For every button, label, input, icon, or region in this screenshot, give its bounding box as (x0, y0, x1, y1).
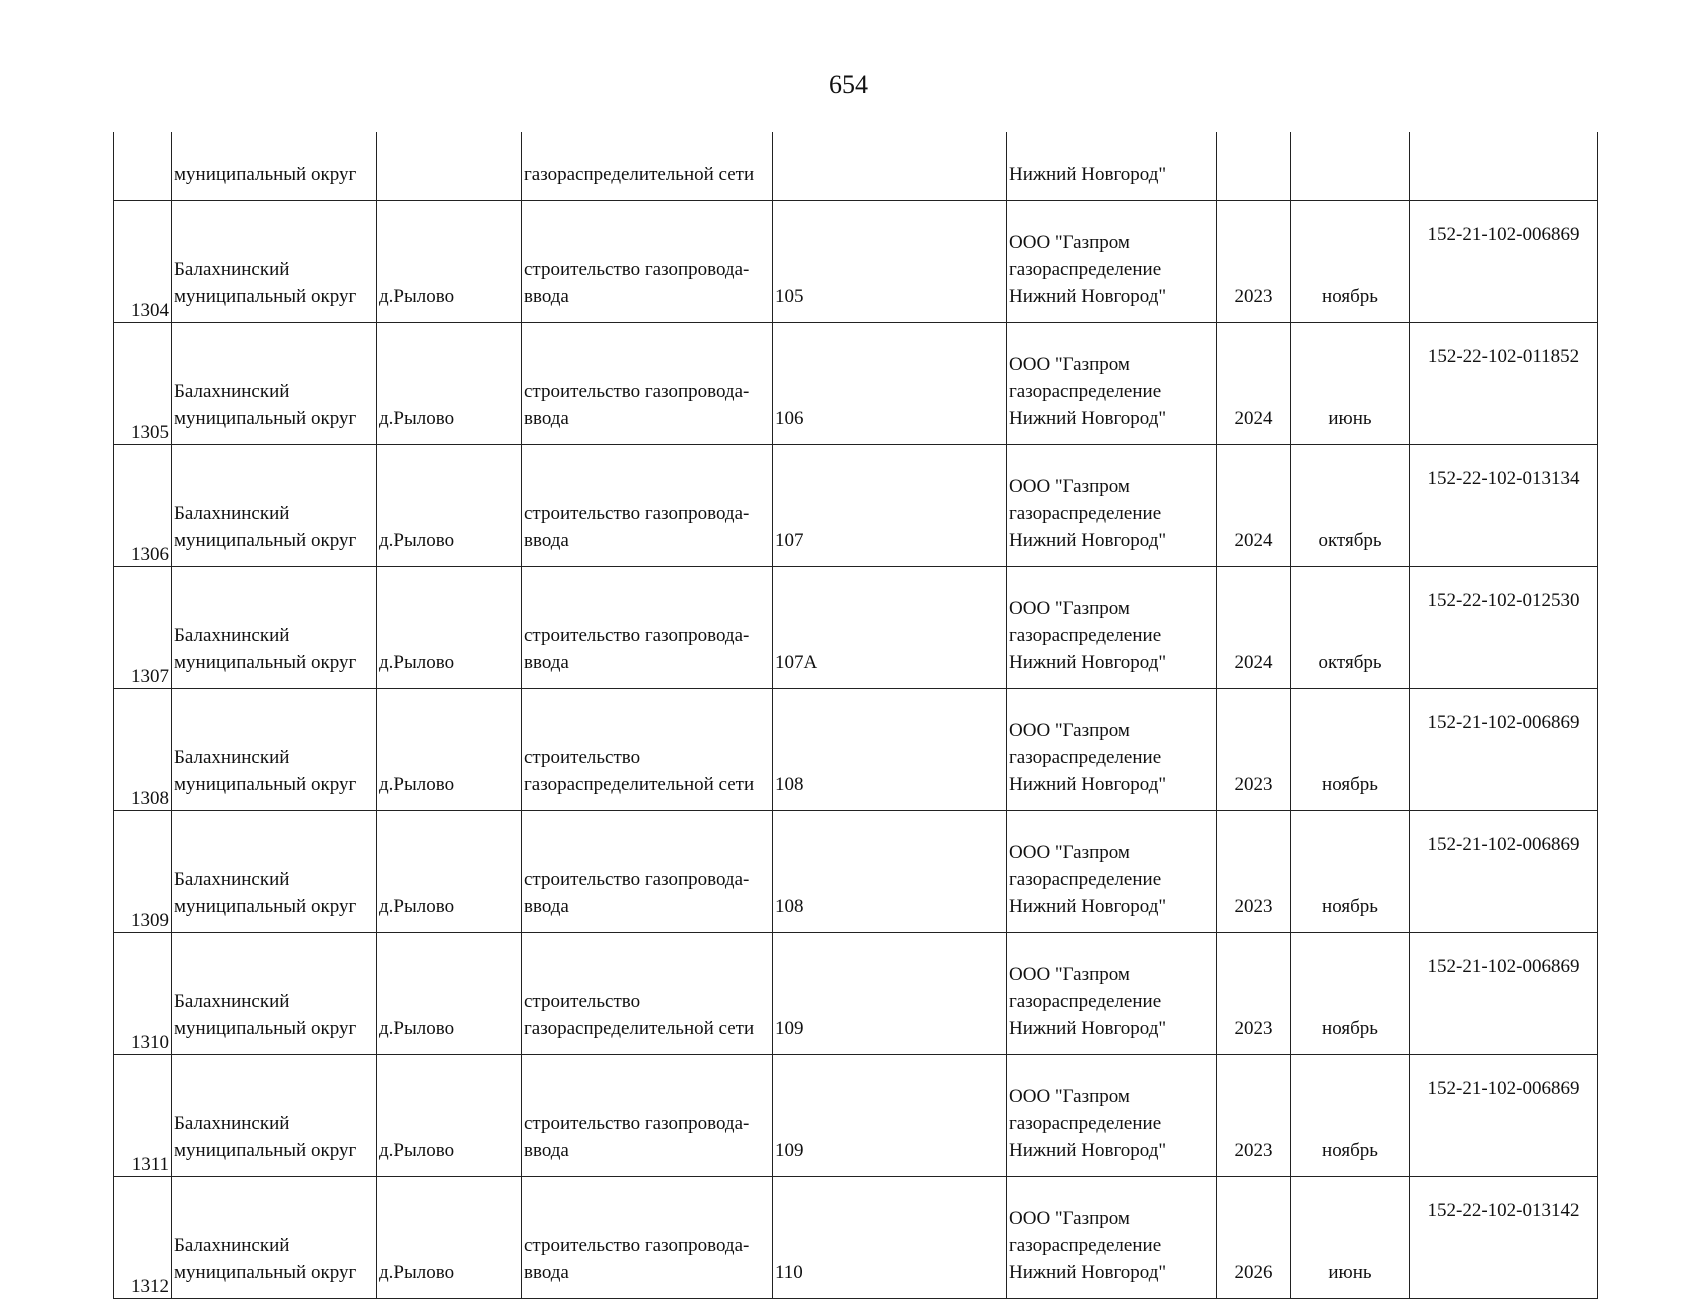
cell-year (1217, 132, 1291, 201)
cell-operator (1007, 201, 1217, 323)
cell-locality-text: д.Рылово (379, 1018, 455, 1039)
cell-operator-text: ООО "Газпром газораспределение Нижний Новгород" (1009, 232, 1167, 307)
cell-num-text: 1310 (131, 1032, 169, 1053)
cell-code-text: 152-21-102-006869 (1427, 1078, 1580, 1099)
cell-year-text: 2023 (1234, 286, 1273, 307)
page-number: 654 (829, 70, 868, 99)
cell-month (1291, 567, 1410, 689)
cell-district-text: Балахнинский муниципальный округ (174, 1235, 357, 1283)
cell-num-text: 1311 (131, 1154, 169, 1175)
cell-operator-text: ООО "Газпром газораспределение Нижний Новгород" (1009, 354, 1167, 429)
cell-code-text: 152-22-102-013134 (1427, 468, 1580, 489)
cell-operator: Нижний Новгород" (1007, 132, 1217, 201)
cell-locality (377, 933, 522, 1055)
cell-house (773, 1177, 1007, 1299)
cell-month-text: ноябрь (1322, 1140, 1378, 1161)
cell-code (1410, 132, 1598, 201)
cell-year (1217, 445, 1291, 567)
table-row (114, 933, 1598, 1055)
cell-num-text: 1308 (131, 788, 169, 809)
cell-district-text: Балахнинский муниципальный округ (174, 503, 357, 551)
cell-district-text: Балахнинский муниципальный округ (174, 747, 357, 795)
cell-year-text: 2026 (1234, 1262, 1273, 1283)
cell-num (114, 933, 172, 1055)
cell-work-text: строительство газопровода- ввода (524, 503, 750, 551)
cell-year-text: 2023 (1234, 1140, 1273, 1161)
cell-num (114, 689, 172, 811)
cell-code (1410, 933, 1598, 1055)
table-row (114, 689, 1598, 811)
cell-house (773, 201, 1007, 323)
cell-num-text: 1305 (131, 422, 169, 443)
cell-district (172, 445, 377, 567)
cell-work (522, 1177, 773, 1299)
cell-month (1291, 811, 1410, 933)
cell-code-text: 152-22-102-012530 (1427, 590, 1580, 611)
cell-district-text: Балахнинский муниципальный округ (174, 259, 357, 307)
cell-house-text: 110 (775, 1262, 803, 1283)
cell-month-text: ноябрь (1322, 1018, 1378, 1039)
cell-year-text: 2023 (1234, 774, 1273, 795)
cell-operator-text: ООО "Газпром газораспределение Нижний Новгород" (1009, 964, 1167, 1039)
cell-district (172, 811, 377, 933)
cell-locality-text: д.Рылово (379, 286, 455, 307)
cell-month-text: июнь (1328, 1262, 1372, 1283)
cell-district-text: Балахнинский муниципальный округ (174, 991, 357, 1039)
cell-work-text: строительство газопровода- ввода (524, 381, 750, 429)
cell-code-text: 152-21-102-006869 (1427, 956, 1580, 977)
cell-month-text: октябрь (1318, 530, 1382, 551)
cell-house (773, 811, 1007, 933)
cell-num (114, 323, 172, 445)
cell-operator (1007, 933, 1217, 1055)
cell-month (1291, 933, 1410, 1055)
cell-month (1291, 445, 1410, 567)
cell-code-text: 152-21-102-006869 (1427, 224, 1580, 245)
cell-locality-text: д.Рылово (379, 1262, 455, 1283)
cell-num-text: 1306 (131, 544, 169, 565)
cell-house-text: 108 (775, 774, 804, 795)
cell-house-text: 107А (775, 652, 818, 673)
cell-operator (1007, 323, 1217, 445)
cell-locality-text: д.Рылово (379, 408, 455, 429)
cell-num-text: 1309 (131, 910, 169, 931)
cell-operator (1007, 811, 1217, 933)
cell-work (522, 689, 773, 811)
cell-year-text: 2024 (1234, 652, 1273, 673)
cell-district (172, 323, 377, 445)
cell-year (1217, 567, 1291, 689)
cell-house-text: 109 (775, 1018, 804, 1039)
cell-house (773, 567, 1007, 689)
cell-work (522, 201, 773, 323)
cell-locality (377, 1177, 522, 1299)
cell-house (773, 323, 1007, 445)
cell-district (172, 201, 377, 323)
cell-house-text: 105 (775, 286, 804, 307)
cell-year-text: 2023 (1234, 1018, 1273, 1039)
cell-num-text: 1307 (131, 666, 169, 687)
cell-year (1217, 1177, 1291, 1299)
cell-code (1410, 445, 1598, 567)
cell-house (773, 689, 1007, 811)
table-row (114, 323, 1598, 445)
cell-district (172, 1177, 377, 1299)
cell-month-text: ноябрь (1322, 774, 1378, 795)
cell-operator-text: ООО "Газпром газораспределение Нижний Новгород" (1009, 1086, 1167, 1161)
cell-operator (1007, 1177, 1217, 1299)
cell-operator-text: ООО "Газпром газораспределение Нижний Новгород" (1009, 1208, 1167, 1283)
cell-locality (377, 811, 522, 933)
cell-house-text: 107 (775, 530, 804, 551)
cell-work (522, 567, 773, 689)
continuation-row (114, 132, 1598, 201)
cell-locality-text: д.Рылово (379, 530, 455, 551)
cell-month-text: октябрь (1318, 652, 1382, 673)
cell-work (522, 933, 773, 1055)
cell-operator-text: ООО "Газпром газораспределение Нижний Новгород" (1009, 720, 1167, 795)
cell-num (114, 132, 172, 201)
cell-code (1410, 567, 1598, 689)
table-row (114, 1177, 1598, 1299)
cell-code (1410, 323, 1598, 445)
cell-month (1291, 1177, 1410, 1299)
cell-code (1410, 1055, 1598, 1177)
cell-year-text: 2023 (1234, 896, 1273, 917)
cell-house (773, 933, 1007, 1055)
cell-work (522, 445, 773, 567)
cell-month-text: июнь (1328, 408, 1372, 429)
cell-house-text: 109 (775, 1140, 804, 1161)
cell-district-text: Балахнинский муниципальный округ (174, 625, 357, 673)
cell-locality (377, 567, 522, 689)
cell-work: газораспределительной сети (522, 132, 773, 201)
cell-work-text: строительство газопровода- ввода (524, 625, 750, 673)
cell-district (172, 1055, 377, 1177)
cell-operator (1007, 689, 1217, 811)
cell-work-text: строительство газопровода- ввода (524, 259, 750, 307)
cell-code-text: 152-21-102-006869 (1427, 834, 1580, 855)
cell-work-text: строительство газопровода- ввода (524, 1235, 750, 1283)
cell-year-text: 2024 (1234, 530, 1273, 551)
cell-work (522, 323, 773, 445)
cell-operator (1007, 445, 1217, 567)
cell-operator (1007, 567, 1217, 689)
cell-num (114, 445, 172, 567)
cell-district: муниципальный округ (172, 132, 377, 201)
cell-locality (377, 132, 522, 201)
cell-locality (377, 445, 522, 567)
cell-num (114, 1177, 172, 1299)
cell-month (1291, 689, 1410, 811)
cell-month (1291, 132, 1410, 201)
cell-district-text: Балахнинский муниципальный округ (174, 1113, 357, 1161)
cell-code (1410, 811, 1598, 933)
cell-year (1217, 323, 1291, 445)
cell-locality (377, 689, 522, 811)
cell-locality-text: д.Рылово (379, 896, 455, 917)
cell-work (522, 1055, 773, 1177)
cell-district (172, 933, 377, 1055)
cell-num-text: 1304 (131, 300, 169, 321)
cell-code (1410, 1177, 1598, 1299)
cell-district (172, 567, 377, 689)
cell-month-text: ноябрь (1322, 896, 1378, 917)
cell-code (1410, 201, 1598, 323)
cell-work-text: строительство газораспределительной сети (524, 991, 755, 1039)
cell-operator-text: ООО "Газпром газораспределение Нижний Новгород" (1009, 476, 1167, 551)
cell-locality-text: д.Рылово (379, 774, 455, 795)
cell-year (1217, 1055, 1291, 1177)
cell-work-text: строительство газопровода- ввода (524, 869, 750, 917)
cell-num (114, 1055, 172, 1177)
cell-num (114, 811, 172, 933)
cell-code (1410, 689, 1598, 811)
cell-locality (377, 201, 522, 323)
cell-year (1217, 201, 1291, 323)
cell-district (172, 689, 377, 811)
cell-locality-text: д.Рылово (379, 652, 455, 673)
cell-district-text: Балахнинский муниципальный округ (174, 869, 357, 917)
table-row (114, 445, 1598, 567)
table-row (114, 811, 1598, 933)
table-row (114, 567, 1598, 689)
cell-work-text: строительство газопровода- ввода (524, 1113, 750, 1161)
cell-num-text: 1312 (131, 1276, 169, 1297)
cell-code-text: 152-21-102-006869 (1427, 712, 1580, 733)
table-body (114, 132, 1598, 1299)
cell-code-text: 152-22-102-013142 (1427, 1200, 1580, 1221)
cell-house (773, 445, 1007, 567)
cell-house-text: 108 (775, 896, 804, 917)
cell-month (1291, 1055, 1410, 1177)
cell-operator-text: ООО "Газпром газораспределение Нижний Новгород" (1009, 842, 1167, 917)
cell-month (1291, 323, 1410, 445)
cell-code-text: 152-22-102-011852 (1427, 346, 1580, 367)
cell-locality-text: д.Рылово (379, 1140, 455, 1161)
cell-num (114, 567, 172, 689)
cell-work-text: строительство газораспределительной сети (524, 747, 755, 795)
table-row (114, 201, 1598, 323)
cell-house-text: 106 (775, 408, 804, 429)
cell-month (1291, 201, 1410, 323)
cell-year (1217, 689, 1291, 811)
cell-work (522, 811, 773, 933)
gasification-table (113, 132, 1598, 1299)
cell-month-text: ноябрь (1322, 286, 1378, 307)
cell-house (773, 132, 1007, 201)
cell-operator (1007, 1055, 1217, 1177)
cell-locality (377, 323, 522, 445)
cell-year-text: 2024 (1234, 408, 1273, 429)
table-row (114, 1055, 1598, 1177)
cell-district-text: Балахнинский муниципальный округ (174, 381, 357, 429)
cell-year (1217, 811, 1291, 933)
cell-locality (377, 1055, 522, 1177)
cell-operator-text: ООО "Газпром газораспределение Нижний Новгород" (1009, 598, 1167, 673)
cell-year (1217, 933, 1291, 1055)
cell-num (114, 201, 172, 323)
cell-house (773, 1055, 1007, 1177)
